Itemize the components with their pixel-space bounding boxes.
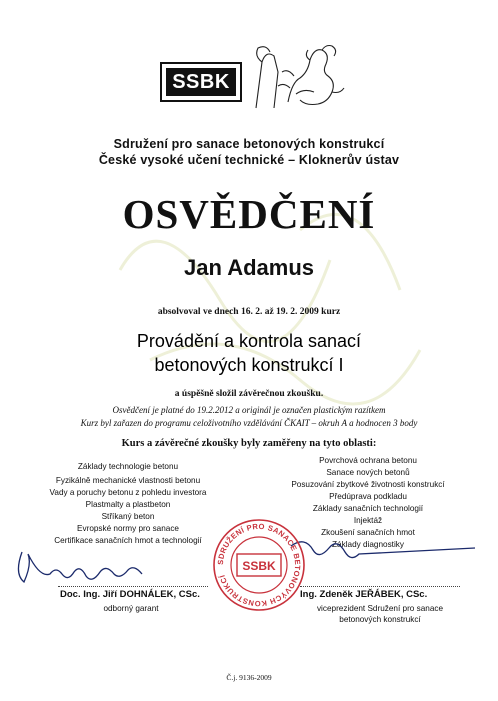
right-signature (285, 532, 485, 572)
validity-note: Osvědčení je platné do 19.2.2012 a originál je označen plastickým razítkem (112, 405, 386, 415)
left-signatory-name: Doc. Ing. Jiří DOHNÁLEK, CSc. (60, 589, 200, 600)
lion-logo (248, 42, 348, 110)
topic-left-item: Stříkaný beton (101, 512, 155, 521)
topic-right-item: Základy diagnostiky (332, 540, 404, 549)
exam-passed-text: a úspěšně složil závěrečnou zkoušku. (174, 389, 324, 399)
left-signature-line (58, 586, 208, 587)
header-organization: Sdružení pro sanace betonových konstrukcí (113, 137, 385, 151)
topic-right-item: Předúprava podkladu (329, 492, 407, 501)
topic-right-item: Povrchová ochrana betonu (319, 456, 417, 465)
topic-right-item: Injektáž (353, 516, 383, 525)
recipient-name: Jan Adamus (183, 255, 314, 280)
course-name-line1: Provádění a kontrola sanací (136, 331, 362, 351)
ssbk-logo-text: SSBK (166, 68, 236, 96)
program-note: Kurz byl zařazen do programu celoživotního vzdělávání ČKAIT – okruh A a hodnocen 3 body (80, 418, 418, 428)
header-institution: České vysoké učení technické – Kloknerův ústav (98, 153, 400, 167)
organization-stamp (212, 518, 306, 612)
right-signatory-name: Ing. Zdeněk JEŘÁBEK, CSc. (300, 589, 428, 600)
ssbk-logo (160, 62, 242, 102)
stamp-ring-text: SDRUŽENÍ PRO SANACE BETONOVÝCH KONSTRUKCÍ (215, 521, 303, 609)
right-signatory-role-line1: viceprezident Sdružení pro sanace (316, 604, 444, 613)
topic-right-item: Sanace nových betonů (326, 468, 410, 477)
reference-number: Č.j. 9136-2009 (226, 673, 272, 682)
right-signatory-role-line2: betonových konstrukcí (339, 615, 421, 624)
focus-heading: Kurs a závěrečné zkoušky byly zaměřeny na tyto oblasti: (121, 438, 377, 449)
topic-left-item: Certifikace sanačních hmot a technologií (54, 536, 202, 545)
topic-right-item: Zkoušení sanačních hmot (321, 528, 415, 537)
topic-left-item: Plastmalty a plastbeton (85, 500, 171, 509)
attendance-text: absolvoval ve dnech 16. 2. až 19. 2. 2009 kurz (157, 307, 341, 317)
certificate-title: OSVĚDČENÍ (122, 191, 376, 237)
topic-left-item: Evropské normy pro sanace (77, 524, 179, 533)
left-signatory-role: odborný garant (103, 604, 159, 613)
course-name-line2: betonových konstrukcí I (154, 355, 344, 375)
topic-left-item: Základy technologie betonu (77, 462, 179, 471)
topic-right-item: Posuzování zbytkové životnosti konstrukcí (291, 480, 445, 489)
topic-left-item: Fyzikálně mechanické vlastnosti betonu (55, 476, 201, 485)
stamp-center-text: SSBK (242, 559, 276, 573)
topic-left-item: Vady a poruchy betonu z pohledu investora (49, 488, 207, 497)
topic-right-item: Základy sanačních technologií (312, 504, 424, 513)
right-signature-line (300, 586, 460, 587)
